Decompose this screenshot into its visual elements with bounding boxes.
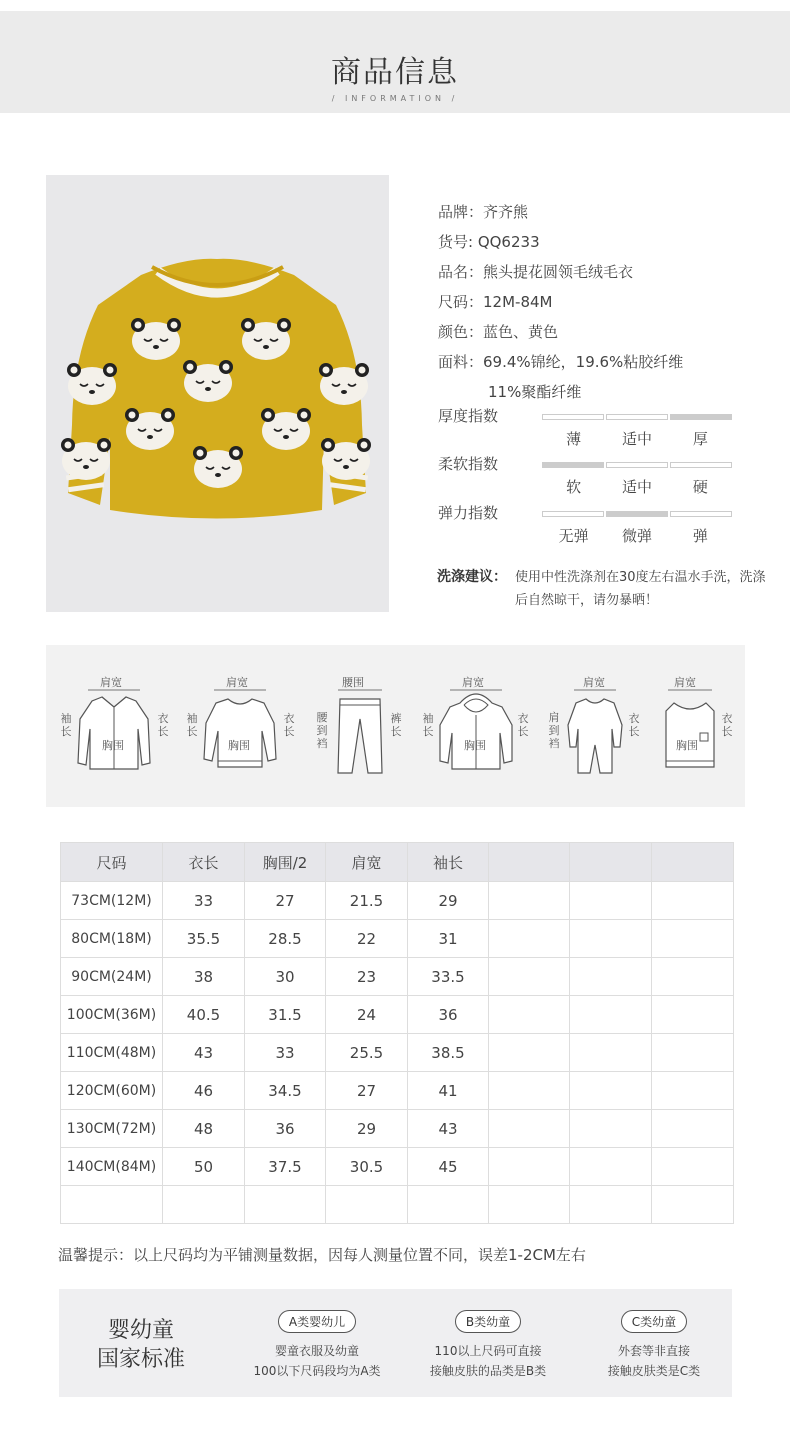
sweater-diagram (186, 645, 301, 807)
diagram-left-label: 肩到裆 (548, 711, 560, 750)
table-row (61, 958, 734, 996)
standard-title (79, 1316, 203, 1374)
scale-bar (542, 414, 732, 422)
table-cell: 43 (163, 1034, 245, 1072)
table-cell (570, 1148, 652, 1186)
scale-option: 薄 (566, 430, 582, 448)
table-cell: 120CM(60M) (61, 1072, 163, 1110)
diagram-center-label: 胸围 (228, 739, 250, 752)
table-cell (570, 1186, 652, 1224)
table-cell: 29 (326, 1110, 408, 1148)
scale-option: 无弹 (558, 527, 589, 545)
table-cell (570, 996, 652, 1034)
table-cell (61, 1186, 163, 1224)
class-desc-line: 外套等非直接 (617, 1344, 690, 1358)
scale-option: 厚 (692, 430, 708, 448)
table-cell: 140CM(84M) (61, 1148, 163, 1186)
table-cell: 36 (408, 996, 489, 1034)
shirt-icon (74, 689, 156, 773)
romper-icon (564, 689, 626, 775)
column-header: 尺码 (61, 843, 163, 882)
romper-diagram (546, 645, 646, 807)
table-cell (652, 1148, 734, 1186)
table-cell: 33 (245, 1034, 326, 1072)
table-cell: 38 (163, 958, 245, 996)
info-sku: 货号: QQ6233 (438, 233, 540, 251)
table-cell: 50 (163, 1148, 245, 1186)
product-info (438, 200, 768, 410)
diagram-top-label: 肩宽 (583, 676, 605, 689)
scale-segment (606, 414, 668, 420)
sweater-illustration (46, 175, 389, 612)
diagram-right-label: 衣长 (721, 712, 733, 738)
diagram-right-label: 衣长 (283, 712, 295, 738)
table-cell (570, 1110, 652, 1148)
diagram-right-label: 衣长 (628, 712, 640, 738)
table-cell: 36 (245, 1110, 326, 1148)
info-product-name: 品名：熊头提花圆领毛绒毛衣 (438, 263, 634, 281)
table-cell (570, 882, 652, 920)
column-header: 胸围/2 (245, 843, 326, 882)
table-cell (652, 1072, 734, 1110)
scale-label: 厚度指数 (438, 407, 499, 425)
table-cell: 29 (408, 882, 489, 920)
table-cell: 28.5 (245, 920, 326, 958)
table-cell: 27 (326, 1072, 408, 1110)
column-header: 衣长 (163, 843, 245, 882)
diagram-center-label: 胸围 (676, 739, 698, 752)
table-row (61, 1034, 734, 1072)
size-table (60, 842, 734, 1224)
class-desc-line: 110以上尺码可直接 (434, 1344, 542, 1358)
table-cell (489, 1072, 570, 1110)
table-cell: 30.5 (326, 1148, 408, 1186)
scale-segment-active (670, 414, 732, 420)
measurement-note: 温馨提示：以上尺码均为平铺测量数据，因每人测量位置不同，误差1-2CM左右 (58, 1246, 586, 1264)
scale-option: 弹 (692, 527, 708, 545)
table-cell: 43 (408, 1110, 489, 1148)
table-cell (489, 1110, 570, 1148)
table-cell (570, 920, 652, 958)
washing-advice (437, 566, 777, 608)
table-cell (489, 1034, 570, 1072)
table-cell (489, 920, 570, 958)
table-row (61, 1072, 734, 1110)
table-cell (652, 958, 734, 996)
standard-title-line: 婴幼童 (107, 1318, 174, 1343)
diagram-top-label: 肩宽 (462, 676, 484, 689)
table-cell (489, 996, 570, 1034)
scale-segment (670, 462, 732, 468)
table-cell: 25.5 (326, 1034, 408, 1072)
class-desc-line: 接触皮肤的品类是B类 (429, 1364, 547, 1378)
table-cell: 23 (326, 958, 408, 996)
table-cell (489, 882, 570, 920)
sweater-icon (200, 689, 282, 773)
table-cell: 80CM(18M) (61, 920, 163, 958)
scale-segment (606, 462, 668, 468)
info-fabric: 面料：69.4%锦纶，19.6%粘胶纤维 (438, 353, 684, 371)
scale-option: 硬 (692, 478, 708, 496)
table-cell: 33 (163, 882, 245, 920)
scale-segment (670, 511, 732, 517)
table-cell (245, 1186, 326, 1224)
table-cell: 110CM(48M) (61, 1034, 163, 1072)
table-cell: 34.5 (245, 1072, 326, 1110)
table-header-row (61, 843, 734, 882)
table-cell: 46 (163, 1072, 245, 1110)
standard-class-a (232, 1310, 402, 1381)
diagram-top-label: 肩宽 (674, 676, 696, 689)
page-title: 商品信息 (331, 55, 459, 90)
pants-diagram (312, 645, 412, 807)
page-subtitle: / INFORMATION / (331, 94, 459, 103)
table-cell (570, 1072, 652, 1110)
table-cell (489, 958, 570, 996)
column-header (652, 843, 734, 882)
page-header (0, 11, 790, 113)
scale-option: 微弹 (621, 527, 652, 545)
class-desc-line: 100以下尺码段均为A类 (253, 1364, 381, 1378)
table-cell (570, 1034, 652, 1072)
column-header (570, 843, 652, 882)
table-cell: 130CM(72M) (61, 1110, 163, 1148)
table-cell (652, 1186, 734, 1224)
standard-title-line: 国家标准 (96, 1347, 185, 1372)
scale-option: 适中 (621, 430, 652, 448)
standard-class-c (569, 1310, 739, 1381)
table-cell: 90CM(24M) (61, 958, 163, 996)
class-badge: B类幼童 (455, 1310, 521, 1333)
diagram-right-label: 裤长 (390, 712, 402, 738)
column-header (489, 843, 570, 882)
measurement-diagrams (46, 645, 745, 807)
diagram-right-label: 衣长 (517, 712, 529, 738)
scale-segment (542, 511, 604, 517)
table-cell (652, 882, 734, 920)
table-cell (652, 1110, 734, 1148)
coat-icon (436, 689, 518, 773)
table-row (61, 1110, 734, 1148)
table-cell: 31.5 (245, 996, 326, 1034)
table-cell (570, 958, 652, 996)
table-cell (163, 1186, 245, 1224)
table-row (61, 1148, 734, 1186)
table-cell (326, 1186, 408, 1224)
diagram-left-label: 袖长 (422, 712, 434, 738)
product-image (46, 175, 389, 612)
column-header: 袖长 (408, 843, 489, 882)
infant-standard-panel (59, 1289, 732, 1397)
table-cell: 48 (163, 1110, 245, 1148)
pants-icon (332, 689, 388, 775)
washing-advice-text: 使用中性洗涤剂在30度左右温水手洗，洗涤后自然晾干，请勿暴晒！ (515, 570, 766, 608)
table-cell: 41 (408, 1072, 489, 1110)
class-badge: C类幼童 (621, 1310, 687, 1333)
info-fabric-continued: 11%聚酯纤维 (488, 383, 582, 401)
class-desc-line: 婴童衣服及幼童 (274, 1344, 359, 1358)
table-cell: 30 (245, 958, 326, 996)
table-cell (652, 996, 734, 1034)
diagram-top-label: 腰围 (342, 676, 364, 689)
table-cell: 24 (326, 996, 408, 1034)
scale-label: 柔软指数 (438, 455, 499, 473)
scale-bar (542, 462, 732, 470)
diagram-top-label: 肩宽 (100, 676, 122, 689)
table-cell: 40.5 (163, 996, 245, 1034)
scale-label: 弹力指数 (438, 504, 499, 522)
table-cell: 21.5 (326, 882, 408, 920)
table-cell (652, 1034, 734, 1072)
table-cell: 38.5 (408, 1034, 489, 1072)
diagram-right-label: 衣长 (157, 712, 169, 738)
info-brand: 品牌：齐齐熊 (438, 203, 529, 221)
table-cell: 22 (326, 920, 408, 958)
vest-icon (660, 689, 720, 773)
coat-diagram (422, 645, 537, 807)
washing-advice-label: 洗涤建议： (437, 569, 507, 585)
diagram-center-label: 胸围 (102, 739, 124, 752)
table-cell (408, 1186, 489, 1224)
diagram-left-label: 袖长 (186, 712, 198, 738)
table-cell (489, 1148, 570, 1186)
scale-segment (542, 414, 604, 420)
table-row (61, 920, 734, 958)
table-row (61, 996, 734, 1034)
scale-bar (542, 511, 732, 519)
table-row (61, 1186, 734, 1224)
scale-segment-active (606, 511, 668, 517)
shirt-diagram (60, 645, 175, 807)
diagram-left-label: 腰到裆 (316, 711, 328, 750)
table-cell: 45 (408, 1148, 489, 1186)
table-cell: 37.5 (245, 1148, 326, 1186)
table-cell: 73CM(12M) (61, 882, 163, 920)
table-row (61, 882, 734, 920)
table-cell: 31 (408, 920, 489, 958)
info-size: 尺码：12M-84M (438, 293, 553, 311)
class-desc-line: 接触皮肤类是C类 (607, 1364, 701, 1378)
table-cell (489, 1186, 570, 1224)
diagram-top-label: 肩宽 (226, 676, 248, 689)
table-cell: 27 (245, 882, 326, 920)
table-cell: 33.5 (408, 958, 489, 996)
diagram-left-label: 袖长 (60, 712, 72, 738)
standard-class-b (403, 1310, 573, 1381)
class-badge: A类婴幼儿 (278, 1310, 356, 1333)
diagram-center-label: 胸围 (464, 739, 486, 752)
table-cell: 100CM(36M) (61, 996, 163, 1034)
scale-option: 适中 (621, 478, 652, 496)
scale-segment-active (542, 462, 604, 468)
scale-option: 软 (566, 478, 582, 496)
info-color: 颜色：蓝色、黄色 (438, 323, 559, 341)
column-header: 肩宽 (326, 843, 408, 882)
table-cell: 35.5 (163, 920, 245, 958)
vest-diagram (656, 645, 745, 807)
table-cell (652, 920, 734, 958)
